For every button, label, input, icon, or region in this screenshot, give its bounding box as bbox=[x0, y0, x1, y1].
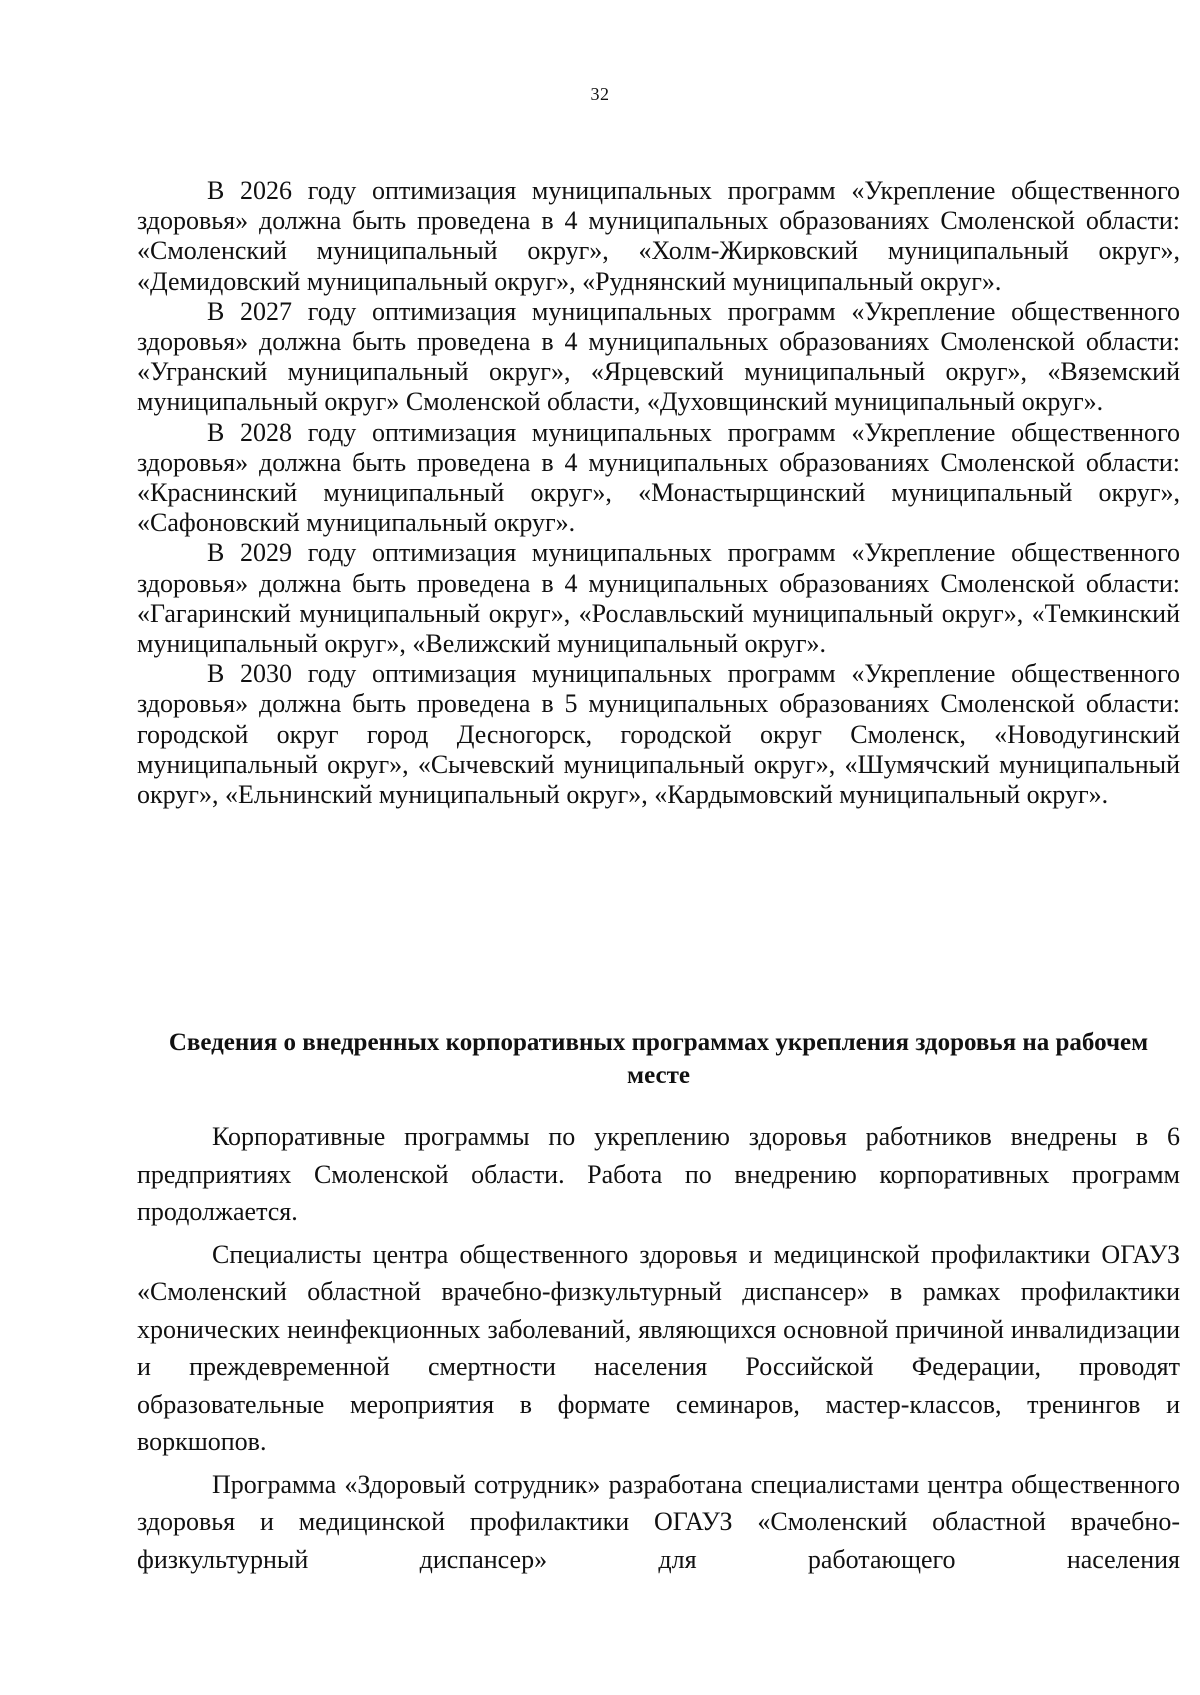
paragraph-2027: В 2027 году оптимизация муниципальных программ «Укрепление общественного здоровья» должна быть проведена в 4 муниципальных образованиях Смоленской области: «Угранский муниципальный округ», «Ярцевский муниципальный округ», «Вяземский муниципальный округ» Смоленской области, «Духовщинский муниципальный округ». bbox=[137, 296, 1180, 417]
program-schedule-section bbox=[137, 176, 1180, 810]
paragraph-2028: В 2028 году оптимизация муниципальных программ «Укрепление общественного здоровья» должна быть проведена в 4 муниципальных образованиях Смоленской области: «Краснинский муниципальный округ», «Монастырщинский муниципальный округ», «Сафоновский муниципальный округ». bbox=[137, 417, 1180, 538]
paragraph-2030: В 2030 году оптимизация муниципальных программ «Укрепление общественного здоровья» должна быть проведена в 5 муниципальных образованиях Смоленской области: городской округ город Десногорск, городской округ Смоленск, «Новодугинский муниципальный округ», «Сычевский муниципальный округ», «Шумячский муниципальный округ», «Ельнинский муниципальный округ», «Кардымовский муниципальный округ». bbox=[137, 659, 1180, 810]
paragraph-corporate-programs: Корпоративные программы по укреплению здоровья работников внедрены в 6 предприятиях Смоленской области. Работа по внедрению корпоративных программ продолжается. bbox=[137, 1122, 1180, 1226]
paragraph-healthy-employee: Программа «Здоровый сотрудник» разработана специалистами центра общественного здоровья и медицинской профилактики ОГАУЗ «Смоленский областной врачебно-физкультурный диспансер» для работающего населения bbox=[137, 1469, 1180, 1574]
corporate-programs-section bbox=[137, 1118, 1180, 1583]
section-heading: Сведения о внедренных корпоративных программах укрепления здоровья на рабочем месте bbox=[168, 1029, 1149, 1089]
paragraph-2029: В 2029 году оптимизация муниципальных программ «Укрепление общественного здоровья» должна быть проведена в 4 муниципальных образованиях Смоленской области: «Гагаринский муниципальный округ», «Рославльский муниципальный округ», «Темкинский муниципальный округ», «Велижский муниципальный округ». bbox=[137, 538, 1180, 659]
paragraph-2026: В 2026 году оптимизация муниципальных программ «Укрепление общественного здоровья» должна быть проведена в 4 муниципальных образованиях Смоленской области: «Смоленский муниципальный округ», «Холм-Жирковский муниципальный округ», «Демидовский муниципальный округ», «Руднянский муниципальный округ». bbox=[137, 176, 1180, 296]
paragraph-specialists: Специалисты центра общественного здоровья и медицинской профилактики ОГАУЗ «Смоленский областной врачебно-физкультурный диспансер» в рамках профилактики хронических неинфекционных заболеваний, являющихся основной причиной инвалидизации и преждевременной смертности населения Российской Федерации, проводят образовательные мероприятия в формате семинаров, мастер-классов, тренингов и воркшопов. bbox=[137, 1239, 1180, 1456]
page-number: 32 bbox=[590, 84, 610, 104]
